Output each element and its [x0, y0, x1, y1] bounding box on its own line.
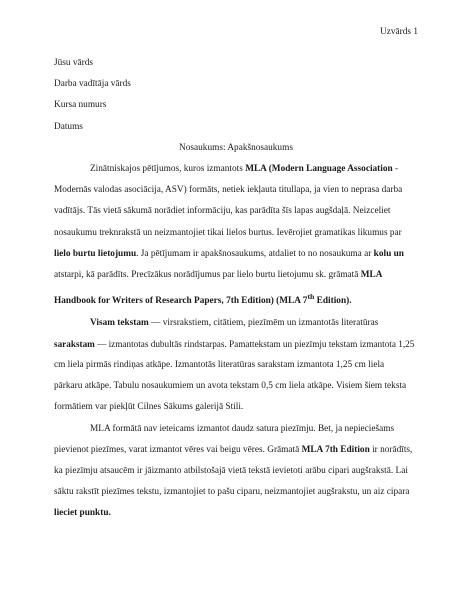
p3-bold-mla7: MLA 7th Edition	[301, 444, 370, 455]
p1-text: . Ja pētījumam ir apakšnosaukums, atdaliet to no nosaukuma ar	[136, 248, 374, 259]
p1-handbook-sup: th	[307, 292, 315, 302]
p1-text: Zinātniskajos pētījumos, kuros izmantots	[90, 164, 246, 175]
instructor-name: Darba vadītāja vārds	[54, 79, 131, 90]
p1-handbook-text: Handbook for Writers of Research Papers, 7th Edition) (MLA 7	[54, 296, 308, 307]
p1-handbook-text-end: Edition).	[314, 296, 352, 307]
p1-line-1	[54, 159, 418, 180]
p1-bold-handbook	[54, 292, 352, 307]
p1-bold-mla: MLA (Modern Language Association	[245, 164, 393, 175]
p1-line-4: nosaukumu treknrakstā un neizmantojiet tikai lielos burtus. Ievērojiet gramatikas likumus par	[54, 227, 402, 238]
p3-text: pievienot piezīmes, varat izmantot vēres vai beigu vēres. Grāmatā	[54, 444, 302, 455]
p1-line-5	[54, 244, 418, 265]
p1-text: atstarpi, kā parādīts. Precīzākus norādījumus par lielo burtu lietojumu sk. grāmatā	[54, 270, 361, 281]
p1-line-6	[54, 265, 418, 286]
p1-text: -	[392, 164, 399, 175]
p1-line-2: Modernās valodas asociācija, ASV) formāts, netiek iekļauta titullapa, ja vien to neprasa darba	[54, 185, 403, 196]
date: Datums	[54, 121, 83, 132]
p2-line-4: pārkaru atkāpe. Tabulu nosaukumiem un avota tekstam 0,5 cm liela atkāpe. Visiem šiem teksta	[54, 381, 407, 392]
paper-title: Nosaukums: Apakšnosaukums	[179, 142, 293, 153]
p1-bold-mla-ref: MLA	[360, 270, 383, 281]
p3-bold-period: lieciet punktu.	[54, 508, 111, 519]
p2-text: — virsrakstiem, citātiem, piezīmēm un izmantotās literatūras	[148, 317, 379, 328]
p2-bold-all-text: Visam tekstam	[90, 317, 149, 328]
p2-line-2	[54, 334, 418, 355]
p2-text: — izmantotas dubultās rindstarpas. Pamattekstam un piezīmju tekstam izmantota 1,25	[94, 338, 415, 349]
author-name: Jūsu vārds	[54, 58, 93, 68]
p3-line-5	[54, 503, 418, 524]
p2-line-1	[54, 313, 418, 334]
p1-bold-capitalization: lielo burtu lietojumu	[54, 248, 137, 259]
p2-line-5: formātiem var piekļūt Cilnes Sākums galerijā Stili.	[54, 402, 244, 413]
p2-bold-list: sarakstam	[54, 338, 95, 349]
running-head: Uzvārds 1	[380, 27, 418, 37]
p2-line-3: cm liela pirmās rindiņas atkāpe. Izmantotās literatūras sarakstam izmantota 1,25 cm liela	[54, 359, 385, 370]
p1-bold-colon: kolu un	[373, 248, 404, 259]
p3-line-4: sāktu rakstīt piezīmes tekstu, izmantojiet to pašu ciparu, neizmantojiet augšrakstu, un aiz cipara	[54, 487, 410, 498]
p3-line-3: ka piezīmju atsaucēm ir jāizmanto atbilstošajā vietā tekstā ievietoti arābu cipari augšrakstā. Lai	[54, 465, 408, 476]
p3-text: ir norādīts,	[369, 444, 413, 455]
document-body	[54, 53, 418, 525]
p1-line-3: vadītājs. Tās vietā sākumā norādiet informāciju, kas parādīta šīs lapas augšdaļā. Neizceliet	[54, 206, 391, 217]
p3-line-1: MLA formātā nav ieteicams izmantot daudz satura piezīmju. Bet, ja nepieciešams	[90, 423, 395, 434]
p1-line-7	[54, 286, 418, 312]
course-number: Kursa numurs	[54, 100, 107, 111]
p3-line-2	[54, 440, 418, 461]
